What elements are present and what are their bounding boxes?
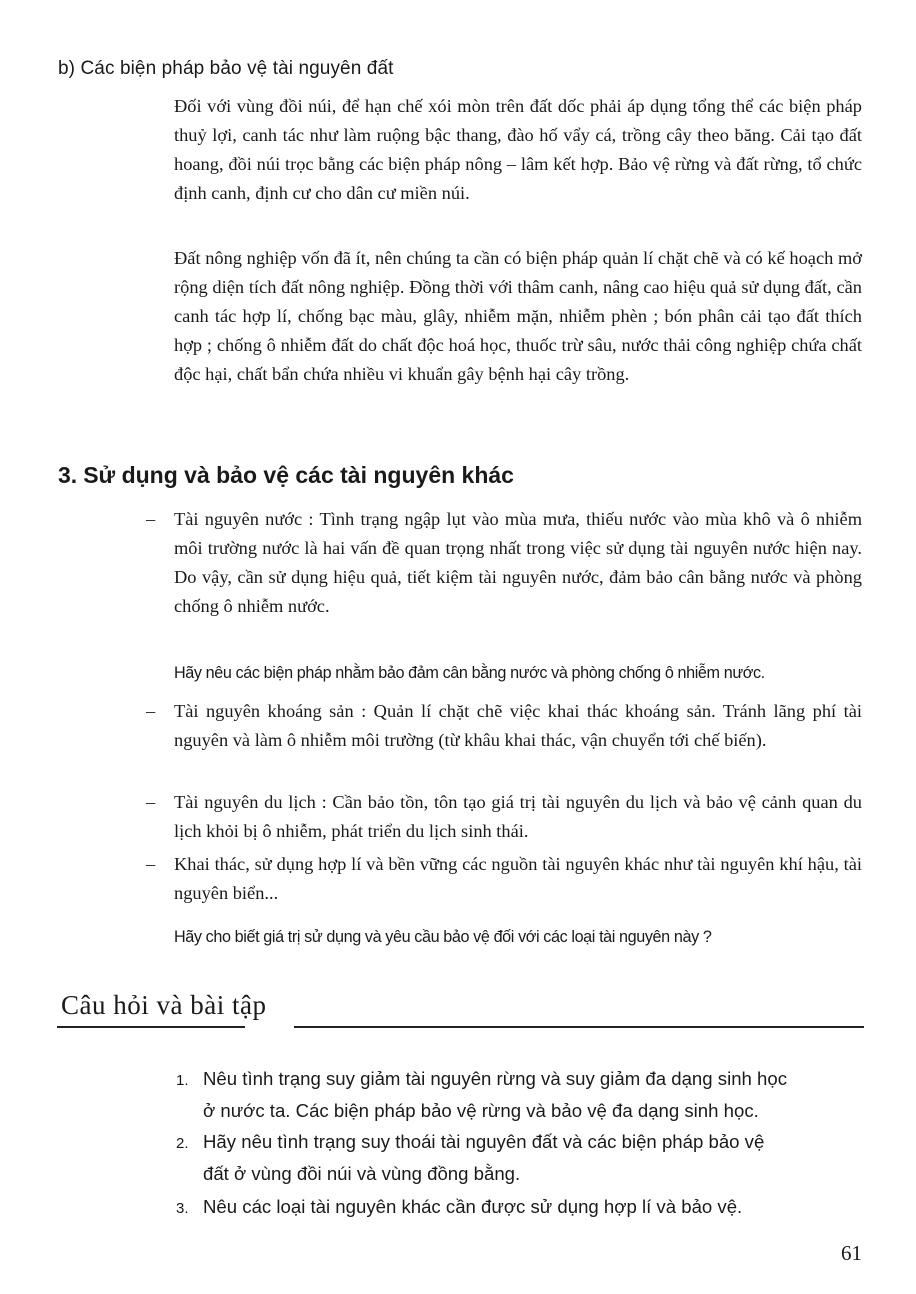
exercise-text: Nêu các loại tài nguyên khác cần được sử dụng hợp lí và bảo vệ. — [203, 1196, 743, 1217]
section-title: Sử dụng và bảo vệ các tài nguyên khác — [83, 462, 514, 488]
list-item — [146, 505, 862, 621]
list-item-text: Tài nguyên du lịch : Cần bảo tồn, tôn tạo giá trị tài nguyên du lịch và bảo vệ cảnh quan du lịch khỏi bị ô nhiễm, phát triển du lịch sinh thái. — [174, 792, 862, 841]
dash-bullet: – — [146, 854, 156, 874]
page-number: 61 — [841, 1241, 862, 1265]
list-item — [146, 697, 862, 755]
paragraph: Đất nông nghiệp vốn đã ít, nên chúng ta cần có biện pháp quản lí chặt chẽ và có kế hoạch mở rộng diện tích đất nông nghiệp. Đồng thời với thâm canh, nâng cao hiệu quả sử dụng đất, cần canh tác hợp lí, chống bạc màu, glây, nhiễm mặn, nhiễm phèn ; bón phân cải tạo đất thích hợp ; chống ô nhiễm đất do chất độc hoá học, thuốc trừ sâu, nước thải công nghiệp chứa chất độc hại, chất bẩn chứa nhiều vi khuẩn gây bệnh hại cây trồng. — [174, 248, 862, 384]
exercise-text: Hãy nêu tình trạng suy thoái tài nguyên đất và các biện pháp bảo vệ — [203, 1131, 765, 1152]
subsection-heading: b) Các biện pháp bảo vệ tài nguyên đất — [58, 58, 394, 79]
exercise-item — [176, 1127, 870, 1189]
section-number: 3. — [58, 462, 78, 488]
paragraph: Đối với vùng đồi núi, để hạn chế xói mòn trên đất dốc phải áp dụng tổng thể các biện pháp thuỷ lợi, canh tác như làm ruộng bậc thang, đào hố vẩy cá, trồng cây theo băng. Cải tạo đất hoang, đồi núi trọc bằng các biện pháp nông – lâm kết hợp. Bảo vệ rừng và đất rừng, tổ chức định canh, định cư cho dân cư miền núi. — [174, 96, 862, 203]
list-item-text: Khai thác, sử dụng hợp lí và bền vững các nguồn tài nguyên khác như tài nguyên khí hậu, tài nguyên biển... — [174, 854, 862, 903]
list-item — [146, 788, 862, 846]
list-item-text: Tài nguyên nước : Tình trạng ngập lụt vào mùa mưa, thiếu nước vào mùa khô và ô nhiễm môi trường nước là hai vấn đề quan trọng nhất trong việc sử dụng tài nguyên nước hiện nay. Do vậy, cần sử dụng hiệu quả, tiết kiệm tài nguyên nước, đảm bảo cân bằng nước và phòng chống ô nhiễm nước. — [174, 509, 862, 616]
exercises-title: Câu hỏi và bài tập — [61, 990, 267, 1020]
dash-bullet: – — [146, 792, 156, 812]
dash-bullet: – — [146, 509, 156, 529]
section-heading — [58, 462, 514, 489]
question-prompt: Hãy cho biết giá trị sử dụng và yêu cầu bảo vệ đối với các loại tài nguyên này ? — [174, 928, 712, 946]
exercise-text: đất ở vùng đồi núi và vùng đồng bằng. — [203, 1163, 521, 1184]
divider-line — [294, 1026, 864, 1028]
exercise-text: ở nước ta. Các biện pháp bảo vệ rừng và bảo vệ đa dạng sinh học. — [203, 1100, 759, 1121]
title-underline — [57, 1026, 245, 1028]
list-item — [146, 850, 862, 908]
exercise-number: 2. — [176, 1135, 189, 1152]
exercise-number: 3. — [176, 1200, 189, 1217]
list-item-text: Tài nguyên khoáng sản : Quản lí chặt chẽ việc khai thác khoáng sản. Tránh lãng phí tài nguyên và làm ô nhiễm môi trường (từ khâu khai thác, vận chuyển tới chế biến). — [174, 701, 862, 750]
dash-bullet: – — [146, 701, 156, 721]
exercise-item — [176, 1192, 870, 1224]
exercise-text: Nêu tình trạng suy giảm tài nguyên rừng và suy giảm đa dạng sinh học — [203, 1068, 788, 1089]
exercise-number: 1. — [176, 1072, 189, 1089]
exercise-item — [176, 1064, 870, 1126]
question-prompt: Hãy nêu các biện pháp nhằm bảo đảm cân bằng nước và phòng chống ô nhiễm nước. — [174, 664, 765, 682]
